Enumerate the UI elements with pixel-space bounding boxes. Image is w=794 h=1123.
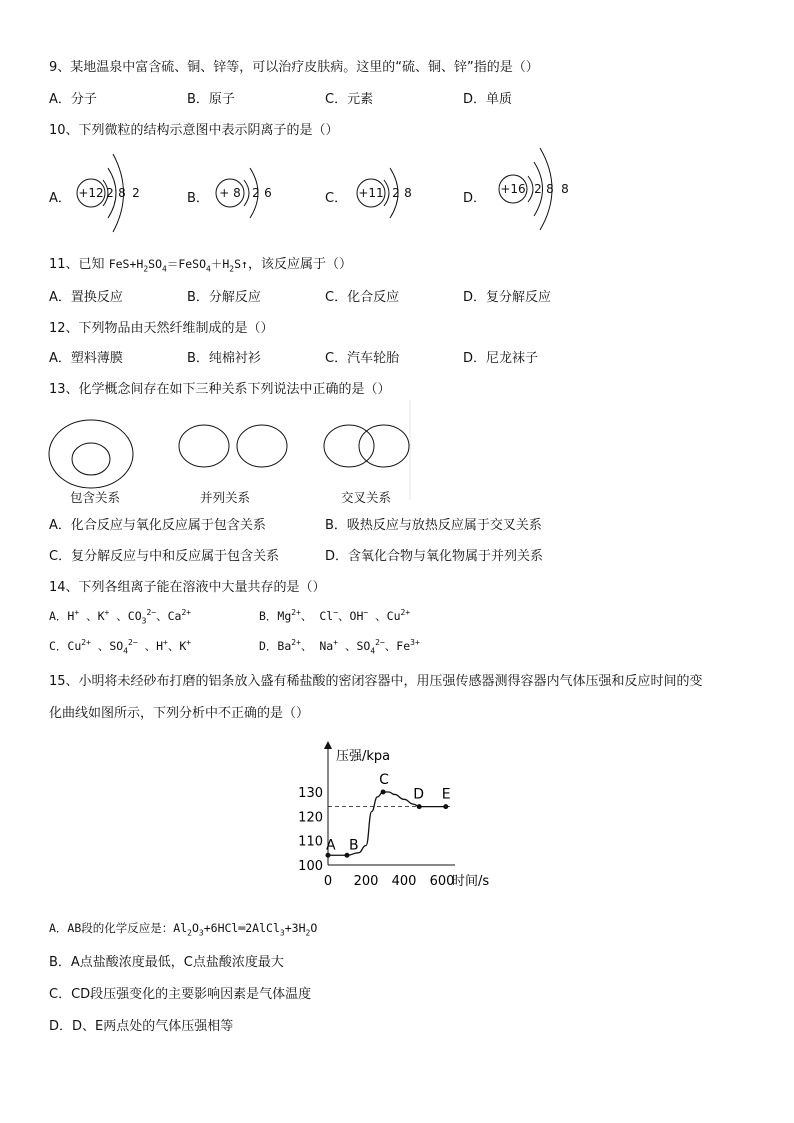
atom-a-shell-1-count: 2 — [106, 186, 114, 200]
q12-option-b: B．纯棉衬衫 — [187, 351, 261, 366]
q11-option-b: B．分解反应 — [187, 290, 261, 305]
point-a-label: A — [326, 837, 336, 854]
point-c-marker — [381, 790, 386, 795]
point-a-marker — [326, 853, 331, 858]
q9-option-b: B．原子 — [187, 92, 235, 107]
point-e-marker — [443, 804, 448, 809]
atom-d-shell-2-count: 8 — [546, 182, 554, 196]
atom-a-shell-2-count: 8 — [118, 186, 126, 200]
atom-d-shell-1 — [528, 176, 533, 202]
x-tick-label: 600 — [429, 874, 455, 889]
point-d-label: D — [413, 786, 424, 803]
atom-c-shell-1-count: 2 — [392, 186, 400, 200]
question-9-stem: 9、某地温泉中富含硫、铜、锌等，可以治疗皮肤病。这里的“硫、铜、锌”指的是（） — [49, 60, 539, 75]
point-d-marker — [417, 804, 422, 809]
q10-option-c-letter: C． — [325, 191, 348, 206]
q12-option-c: C．汽车轮胎 — [325, 351, 400, 366]
atom-d-nucleus-label: +16 — [500, 182, 526, 196]
atom-d-shell-1-count: 2 — [534, 182, 542, 196]
pressure-time-chart — [290, 735, 520, 895]
q11-equation: $FeS+H_2SO_4=FeSO_4+H_2S↑$ — [108, 257, 248, 274]
parallel-right-circle — [237, 425, 287, 467]
q14-option-c: C．$Cu^{2+}$ 、$SO_4^{2-}$ 、H+、K+ — [49, 638, 192, 656]
q14-option-a: A．H+ 、K+ 、$CO_3^{2-}$、$Ca^{2+}$ — [49, 608, 192, 626]
q14-option-b: B．$Mg^{2+}$、 Cl−、OH− 、$Cu^{2+}$ — [259, 608, 411, 623]
atom-b-nucleus-label: + 8 — [219, 186, 241, 200]
question-10-stem: 10、下列微粒的结构示意图中表示阴离子的是（） — [49, 123, 339, 138]
atom-d-shell-3-count: 8 — [561, 182, 569, 196]
q13-option-d: D．含氧化合物与氧化物属于并列关系 — [325, 549, 544, 564]
q15-option-d: D．D、E两点处的气体压强相等 — [49, 1019, 234, 1034]
q15-option-b: B．A点盐酸浓度最低，C点盐酸浓度最大 — [49, 955, 284, 970]
q10-option-b-letter: B． — [187, 191, 209, 206]
atom-c-nucleus-label: +11 — [358, 186, 384, 200]
point-c-label: C — [379, 772, 389, 788]
q12-option-d: D．尼龙袜子 — [463, 351, 539, 366]
y-tick-label: 130 — [298, 786, 323, 801]
question-14-stem: 14、下列各组离子能在溶液中大量共存的是（） — [49, 580, 326, 595]
question-15-stem-line2: 化曲线如图所示，下列分析中不正确的是（） — [49, 706, 310, 721]
y-tick-label: 110 — [298, 834, 323, 850]
atom-b-shell-1-count: 2 — [252, 186, 260, 200]
atom-a-shell-3-count: 2 — [132, 186, 140, 200]
y-tick-label: 100 — [298, 859, 323, 874]
pressure-curve — [328, 792, 446, 855]
q13-option-b: B．吸热反应与放热反应属于交叉关系 — [325, 518, 542, 533]
atom-a-nucleus-label: +12 — [78, 186, 104, 200]
x-tick-label: 400 — [391, 874, 417, 889]
label-containment: 包含关系 — [70, 490, 121, 505]
containment-inner-circle — [72, 443, 110, 475]
q15-option-a: A．AB段的化学反应是：$Al_2O_3+6HCl═2AlCl_3+3H_2O$ — [49, 921, 318, 938]
x-axis-label: 时间/s — [452, 874, 490, 889]
atomic-structure-diagrams — [0, 140, 794, 250]
parallel-left-circle — [179, 425, 229, 467]
q11-stem-prefix: 11、已知 — [49, 257, 109, 272]
x-tick-label: 200 — [353, 874, 379, 889]
atom-b-shell-2-count: 6 — [264, 186, 272, 200]
y-tick-label: 120 — [298, 810, 323, 826]
q14-option-d: D．$Ba^{2+}$、 Na+ 、$SO_4^{2-}$、$Fe^{3+}$ — [259, 638, 420, 656]
label-intersection: 交叉关系 — [341, 490, 392, 505]
atom-c-shell-2-count: 8 — [404, 186, 412, 200]
label-parallel: 并列关系 — [200, 490, 251, 505]
q11-option-c: C．化合反应 — [325, 290, 400, 305]
y-axis-label: 压强/kpa — [336, 749, 391, 764]
atom-b-shell-1 — [244, 180, 249, 206]
q13-option-c: C．复分解反应与中和反应属于包含关系 — [49, 549, 280, 564]
q11-stem-suffix: ，该反应属于（） — [247, 257, 352, 272]
q11-option-d: D．复分解反应 — [463, 290, 552, 305]
containment-outer-circle — [49, 420, 133, 488]
question-13-stem: 13、化学概念间存在如下三种关系下列说法中正确的是（） — [49, 382, 391, 397]
q13-option-a: A．化合反应与氧化反应属于包含关系 — [49, 518, 266, 533]
q9-option-a: A．分子 — [49, 92, 97, 107]
q10-option-a-letter: A． — [49, 191, 71, 206]
point-b-marker — [345, 853, 350, 858]
q9-option-c: C．元素 — [325, 92, 374, 107]
point-b-label: B — [349, 837, 359, 854]
question-12-stem: 12、下列物品由天然纤维制成的是（） — [49, 321, 274, 336]
point-e-label: E — [441, 786, 451, 803]
q15-option-c: C．CD段压强变化的主要影响因素是气体温度 — [49, 987, 312, 1002]
q12-option-a: A．塑料薄膜 — [49, 351, 123, 366]
question-15-stem-line1: 15、小明将未经砂布打磨的铝条放入盛有稀盐酸的密闭容器中，用压强传感器测得容器内气体压强和反应时间的变 — [49, 674, 703, 689]
x-tick-label: 0 — [323, 874, 333, 889]
intersect-right-circle — [359, 425, 409, 467]
q10-option-d-letter: D． — [463, 191, 487, 206]
q11-option-a: A．置换反应 — [49, 290, 123, 305]
question-11-stem — [49, 253, 352, 273]
q9-option-d: D．单质 — [463, 92, 513, 107]
